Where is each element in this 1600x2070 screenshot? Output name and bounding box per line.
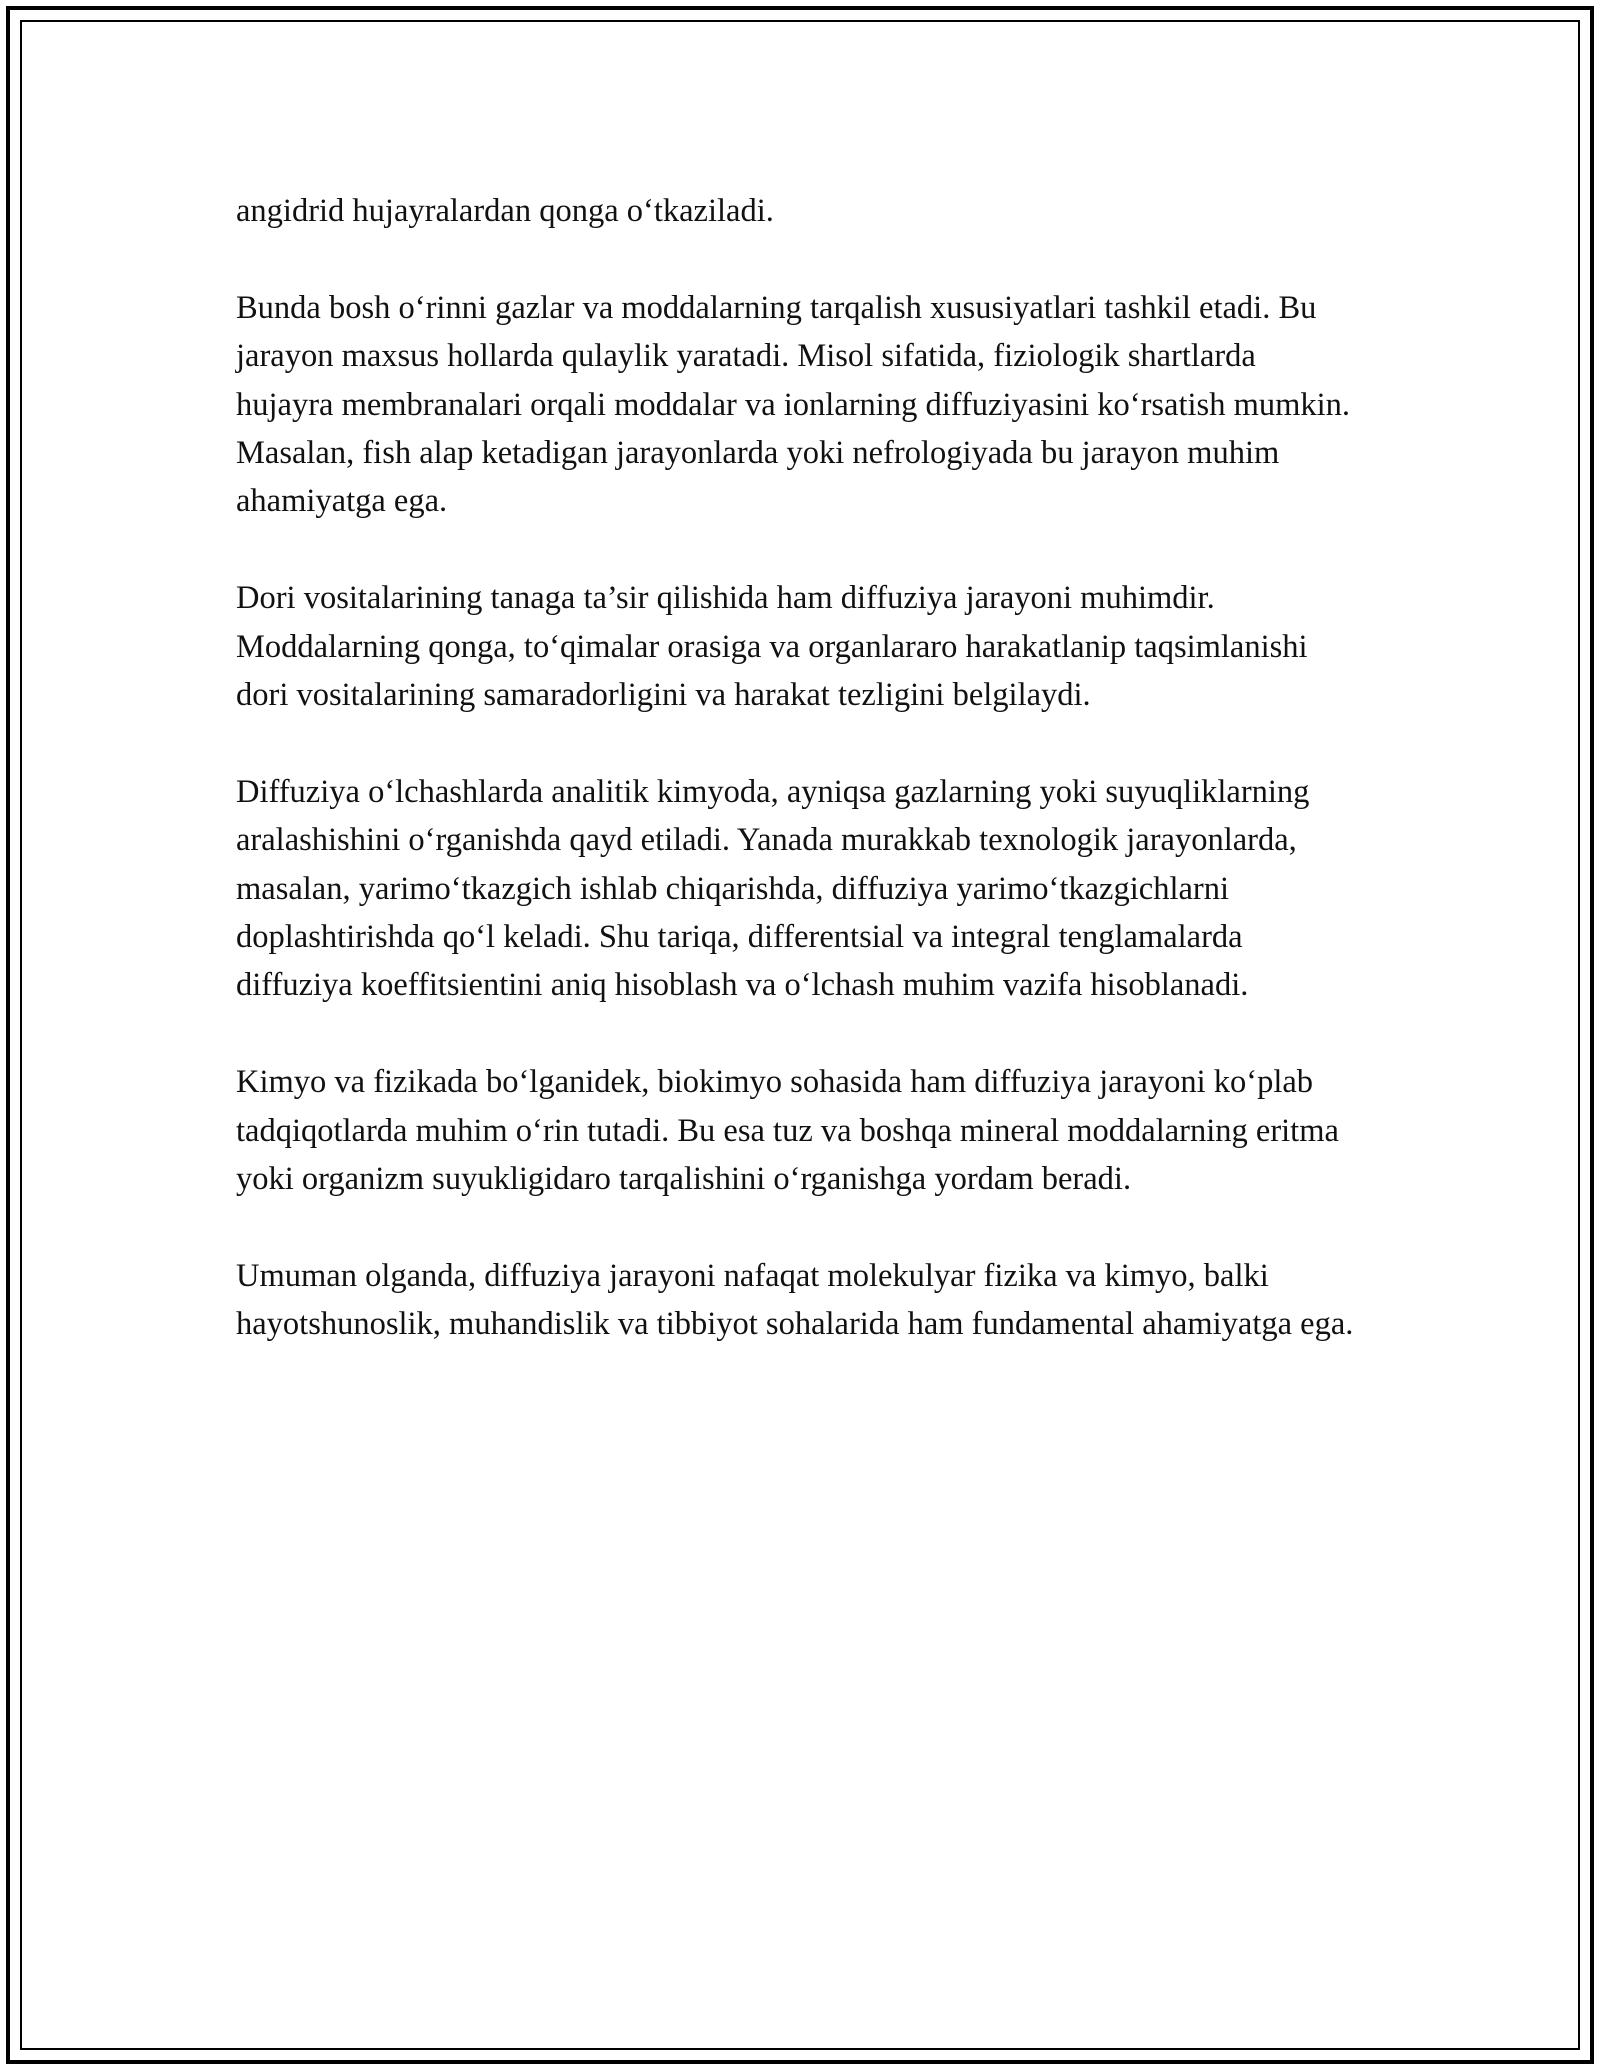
paragraph-2: Bunda bosh o‘rinni gazlar va moddalarning tarqalish xususiyatlari tashkil etadi. Bu jarayon maxsus hollarda qulaylik yaratadi. Misol sifatida, fiziologik shartlarda hujayra membranalari orqali moddalar va ionlarning diffuziyasini ko‘rsatish mumkin. Masalan, fish alap ketadigan jarayonlarda yoki nefrologiyada bu jarayon muhim ahamiyatga ega. [236,289,1351,520]
paragraph-6: Umuman olganda, diffuziya jarayoni nafaqat molekulyar fizika va kimyo, balki hayotshunoslik, muhandislik va tibbiyot sohalarida ham fundamental ahamiyatga ega. [236,1257,1354,1343]
paragraph-3: Dori vositalarining tanaga ta’sir qilishida ham diffuziya jarayoni muhimdir. Moddalarning qonga, to‘qimalar orasiga va organlararo harakatlanip taqsimlanishi dori vositalarining samaradorligini va harakat tezligini belgilaydi. [236,580,1308,714]
paragraph-1: angidrid hujayralardan qonga o‘tkaziladi. [236,193,774,229]
paragraph-5: Kimyo va fizikada bo‘lganidek, biokimyo sohasida ham diffuziya jarayoni ko‘plab tadqiqotlarda muhim o‘rin tutadi. Bu esa tuz va boshqa mineral moddalarning eritma yoki organizm suyukligidaro tarqalishini o‘rganishga yordam beradi. [236,1064,1339,1198]
document-body [236,187,1356,1397]
paragraph-4: Diffuziya o‘lchashlarda analitik kimyoda, ayniqsa gazlarning yoki suyuqliklarning aralashishini o‘rganishda qayd etiladi. Yanada murakkab texnologik jarayonlarda, masalan, yarimo‘tkazgich ishlab chiqarishda, diffuziya yarimo‘tkazgichlarni doplashtirishda qo‘l keladi. Shu tariqa, differentsial va integral tenglamalarda diffuziya koeffitsientini aniq hisoblash va o‘lchash muhim vazifa hisoblanadi. [236,773,1310,1004]
